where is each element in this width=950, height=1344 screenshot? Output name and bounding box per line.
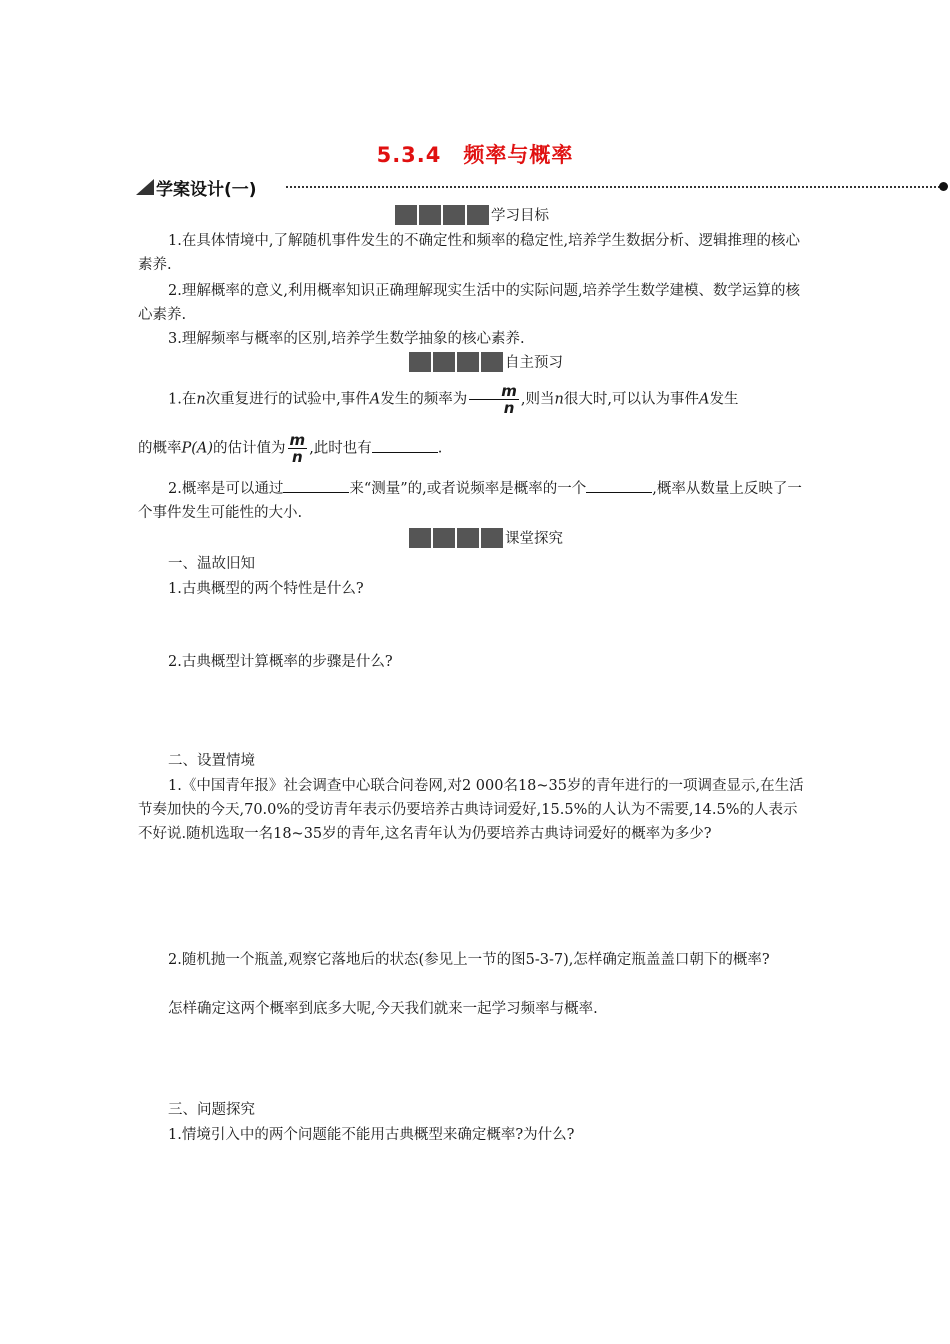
preview-paragraph-1a: 1.在n次重复进行的试验中,事件A发生的频率为 $\frac{m}{n}$ ,则当n很大时,可以认为事件A发生 (168, 382, 739, 417)
fill-blank[interactable] (283, 478, 349, 493)
page-title: 5.3.4 频率与概率 (376, 143, 574, 167)
question-item: 1.《中国青年报》社会调查中心联合问卷网,对2 000名18~35岁的青年进行的一项调查显示,在生活节奏加快的今天,70.0%的受访青年表示仍要培养古典诗词爱好,15.5%的人认为不需要,14.5%的人表示不好说.随机选取一名18~35岁的青年,这名青年认为仍要培养古典诗词爱好的概率为多少? (138, 778, 804, 842)
objective-item: 1.在具体情境中,了解随机事件发生的不确定性和频率的稳定性,培养学生数据分析、逻辑推理的核心素养. (138, 233, 801, 273)
paragraph: 怎样确定这两个概率到底多大呢,今天我们就来一起学习频率与概率. (168, 1001, 598, 1017)
question-item: 2.随机抛一个瓶盖,观察它落地后的状态(参见上一节的图5-3-7),怎样确定瓶盖盖口朝下的概率? (168, 952, 770, 968)
objective-item: 2.理解概率的意义,利用概率知识正确理解现实生活中的实际问题,培养学生数学建模、数学运算的核心素养. (138, 283, 801, 323)
subsection-heading: 三、问题探究 (168, 1102, 255, 1118)
subsection-heading: 一、温故旧知 (168, 556, 255, 572)
dot-icon (939, 182, 948, 191)
heading-blocks-icon (409, 352, 505, 372)
heading-blocks-icon (409, 528, 505, 548)
preview-paragraph-1b: 的概率P(A)的估计值为 $\frac{m}{n}$ ,此时也有 . (138, 431, 443, 466)
dotted-divider (286, 186, 940, 188)
section-heading-preview: 自主预习 (409, 351, 563, 373)
section-heading-objectives: 学习目标 (395, 204, 549, 226)
fill-blank[interactable] (586, 478, 652, 493)
fill-blank[interactable] (372, 438, 438, 453)
triangle-icon (136, 179, 154, 195)
objective-item: 3.理解频率与概率的区别,培养学生数学抽象的核心素养. (168, 331, 525, 347)
banner-label: 学案设计(一) (156, 180, 257, 200)
section-banner (136, 175, 950, 201)
fraction-m-over-n: $\frac{m}{n}$ (289, 431, 306, 466)
subsection-heading: 二、设置情境 (168, 753, 255, 769)
fraction-m-over-n: $\frac{m}{n}$ (469, 383, 519, 416)
question-item: 2.古典概型计算概率的步骤是什么? (168, 654, 393, 670)
preview-paragraph-2: 2.概率是可以通过 来“测量”的,或者说频率是概率的一个 ,概率从数量上反映了一个事件发生可能性的大小. (138, 477, 810, 525)
section-heading-classroom: 课堂探究 (409, 527, 563, 549)
question-item: 1.情境引入中的两个问题能不能用古典概型来确定概率?为什么? (168, 1127, 575, 1143)
heading-blocks-icon (395, 205, 491, 225)
question-item: 1.古典概型的两个特性是什么? (168, 581, 364, 597)
